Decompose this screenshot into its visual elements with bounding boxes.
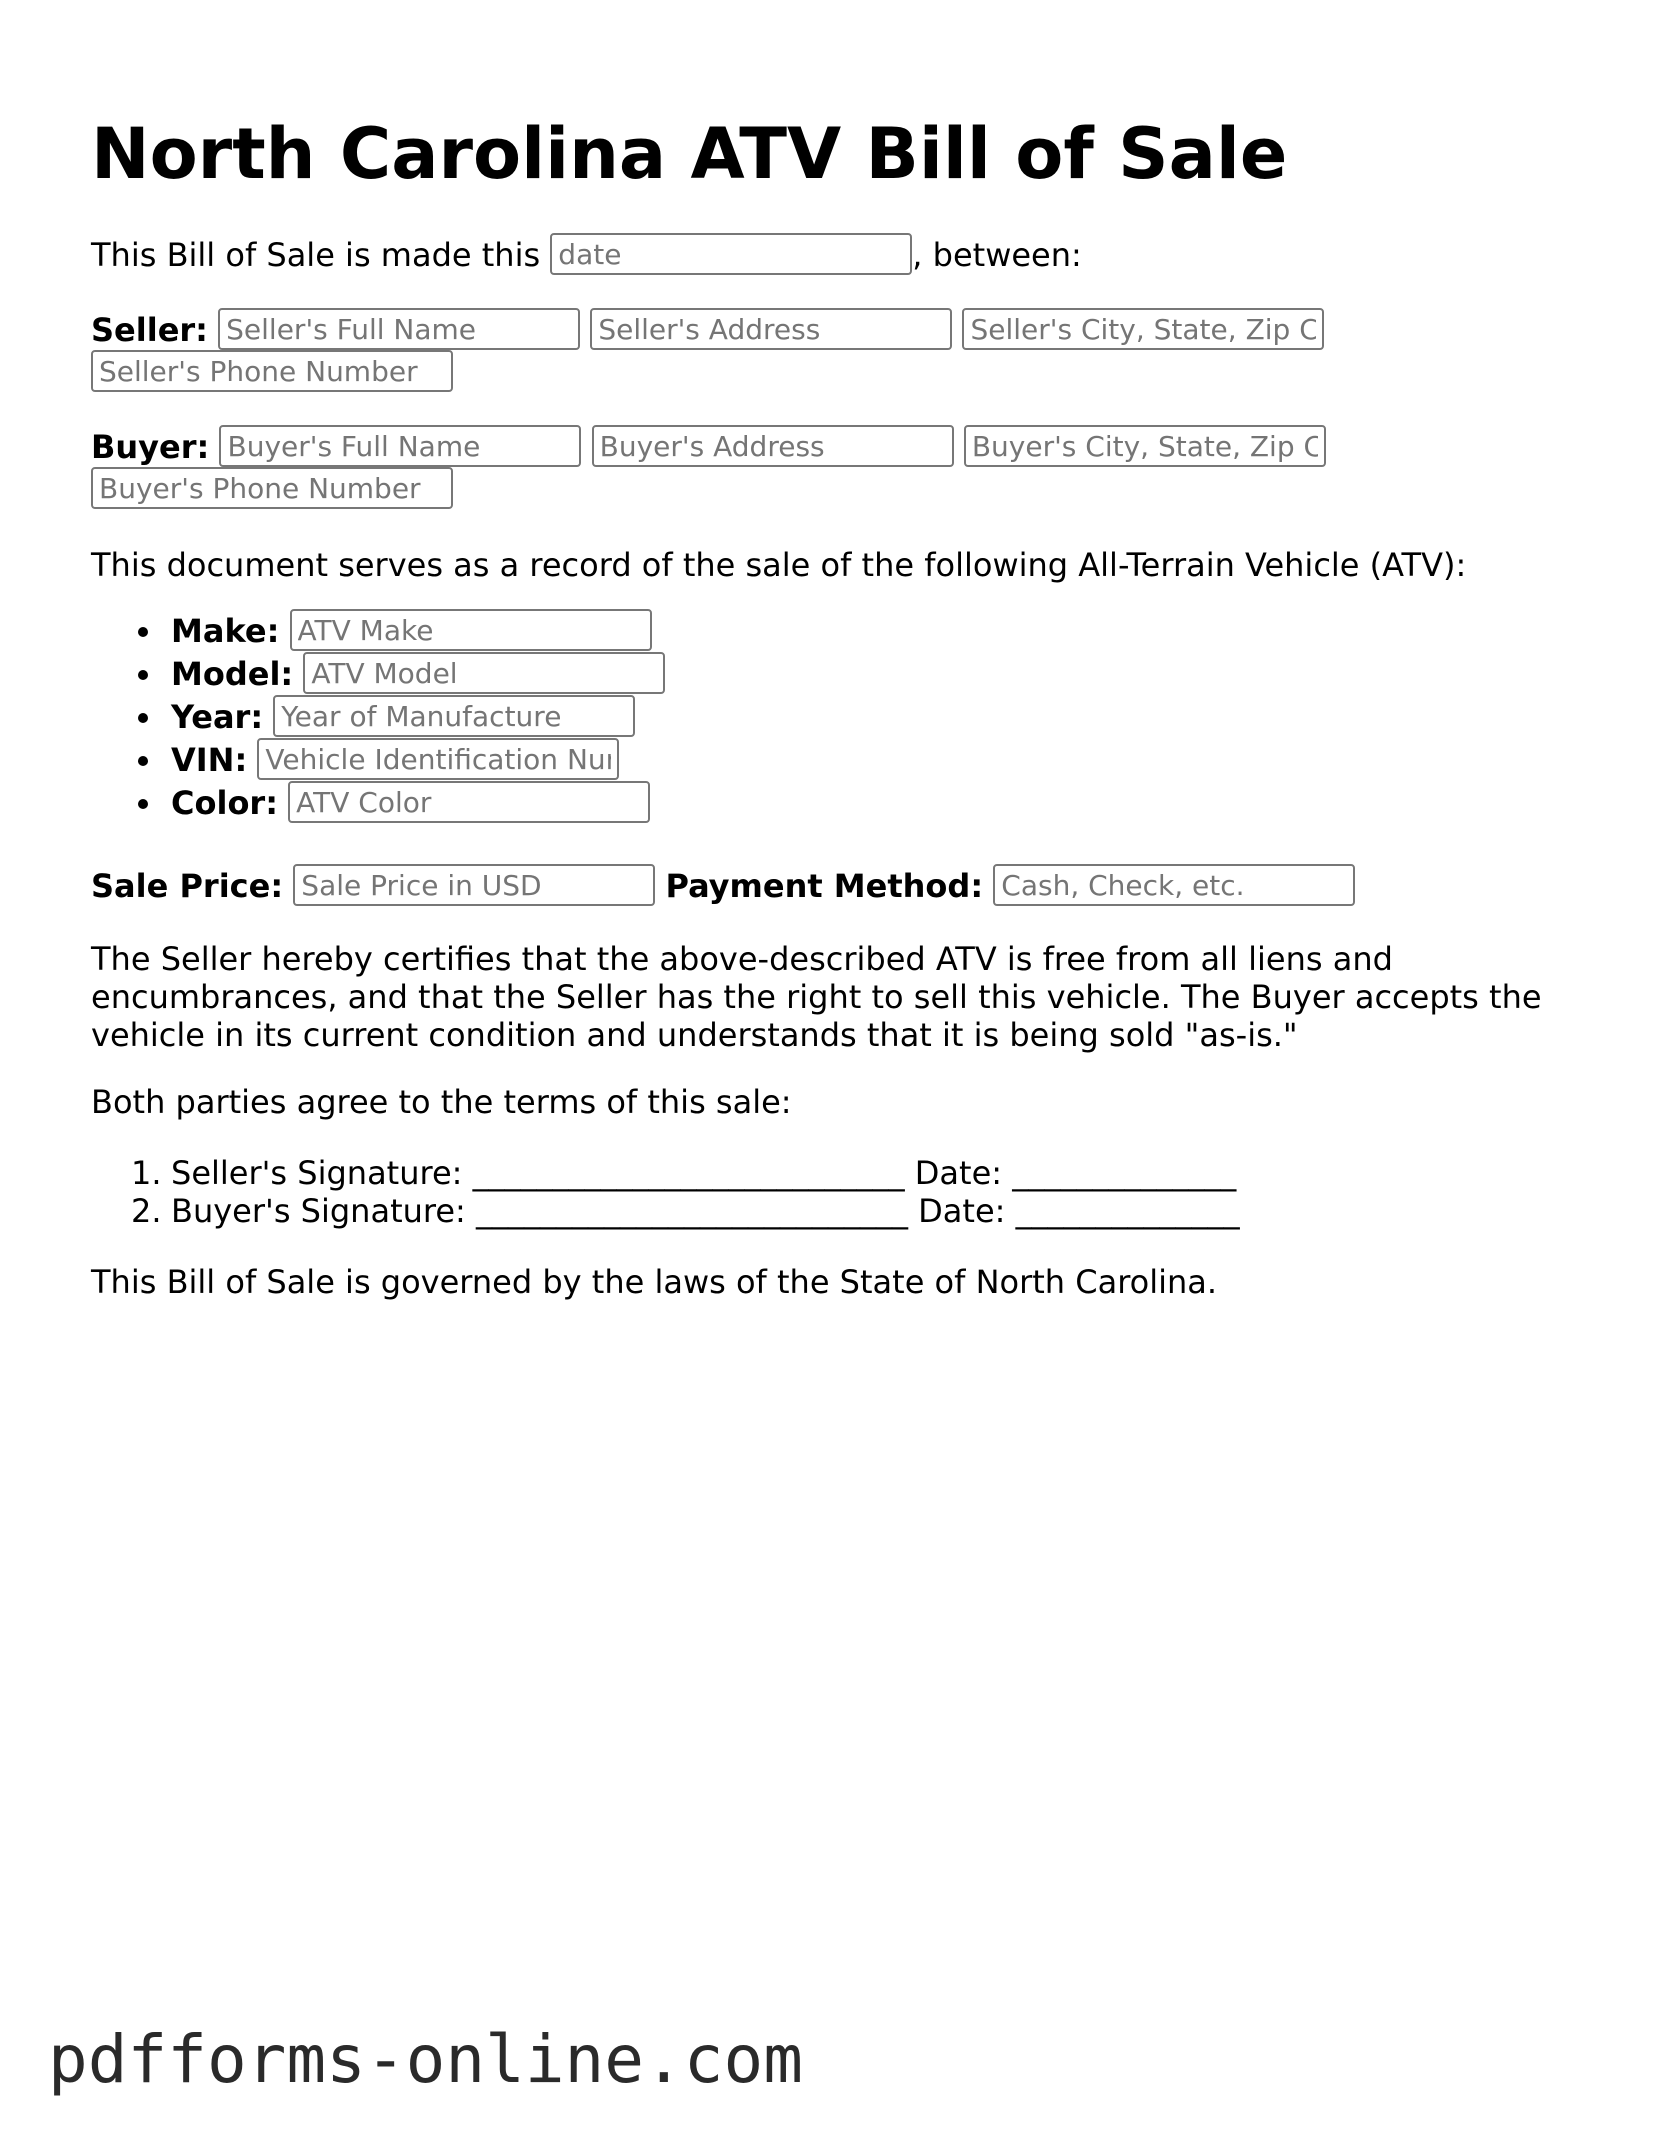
signature-list bbox=[91, 1154, 1240, 1230]
seller-city-field[interactable] bbox=[962, 308, 1324, 350]
list-item-year bbox=[91, 698, 665, 741]
list-item-model bbox=[91, 655, 665, 698]
record-text: This document serves as a record of the sale of the following All-Terrain Vehicle (ATV): bbox=[91, 546, 1467, 584]
vin-label: VIN: bbox=[171, 741, 248, 779]
certification-text: The Seller hereby certifies that the above-described ATV is free from all liens and encumbrances, and that the Seller has the right to sell this vehicle. The Buyer accepts the vehicle in its current condition and understands that it is being sold "as-is." bbox=[91, 940, 1542, 1054]
year-field[interactable] bbox=[273, 695, 635, 737]
model-field[interactable] bbox=[303, 652, 665, 694]
buyer-line bbox=[91, 428, 1326, 470]
watermark: pdfforms-online.com bbox=[48, 2021, 803, 2098]
model-label: Model: bbox=[171, 655, 294, 693]
sale-line bbox=[91, 867, 1355, 909]
make-field[interactable] bbox=[290, 609, 652, 651]
seller-address-field[interactable] bbox=[590, 308, 952, 350]
page-title: North Carolina ATV Bill of Sale bbox=[91, 113, 1288, 195]
governing-law-text: This Bill of Sale is governed by the laws of the State of North Carolina. bbox=[91, 1263, 1218, 1301]
vehicle-details-list bbox=[91, 612, 665, 827]
buyer-city-field[interactable] bbox=[964, 425, 1326, 467]
vin-field[interactable] bbox=[257, 738, 619, 780]
seller-phone-field[interactable] bbox=[91, 350, 453, 392]
buyer-signature-line: Buyer's Signature: ___________________________ Date: ______________ bbox=[171, 1192, 1240, 1230]
color-field[interactable] bbox=[288, 781, 650, 823]
seller-label: Seller: bbox=[91, 311, 208, 349]
agreement-text: Both parties agree to the terms of this sale: bbox=[91, 1083, 792, 1121]
date-field[interactable] bbox=[550, 233, 912, 275]
buyer-address-field[interactable] bbox=[592, 425, 954, 467]
list-item-seller-signature bbox=[91, 1154, 1240, 1192]
payment-method-field[interactable] bbox=[993, 864, 1355, 906]
list-item-buyer-signature bbox=[91, 1192, 1240, 1230]
buyer-name-field[interactable] bbox=[219, 425, 581, 467]
intro-prefix: This Bill of Sale is made this bbox=[91, 236, 541, 274]
intro-line bbox=[91, 236, 1082, 278]
list-item-color bbox=[91, 784, 665, 827]
intro-suffix: , between: bbox=[912, 236, 1082, 274]
buyer-phone-field[interactable] bbox=[91, 467, 453, 509]
color-label: Color: bbox=[171, 784, 278, 822]
payment-method-label: Payment Method: bbox=[665, 867, 984, 905]
seller-name-field[interactable] bbox=[218, 308, 580, 350]
seller-line bbox=[91, 311, 1324, 353]
list-number: 2. bbox=[131, 1192, 162, 1230]
list-item-make bbox=[91, 612, 665, 655]
seller-phone-line bbox=[91, 353, 453, 395]
buyer-label: Buyer: bbox=[91, 428, 210, 466]
year-label: Year: bbox=[171, 698, 264, 736]
sale-price-label: Sale Price: bbox=[91, 867, 284, 905]
list-item-vin bbox=[91, 741, 665, 784]
sale-price-field[interactable] bbox=[293, 864, 655, 906]
seller-signature-line: Seller's Signature: ___________________________ Date: ______________ bbox=[171, 1154, 1237, 1192]
list-number: 1. bbox=[131, 1154, 162, 1192]
make-label: Make: bbox=[171, 612, 280, 650]
buyer-phone-line bbox=[91, 470, 453, 512]
